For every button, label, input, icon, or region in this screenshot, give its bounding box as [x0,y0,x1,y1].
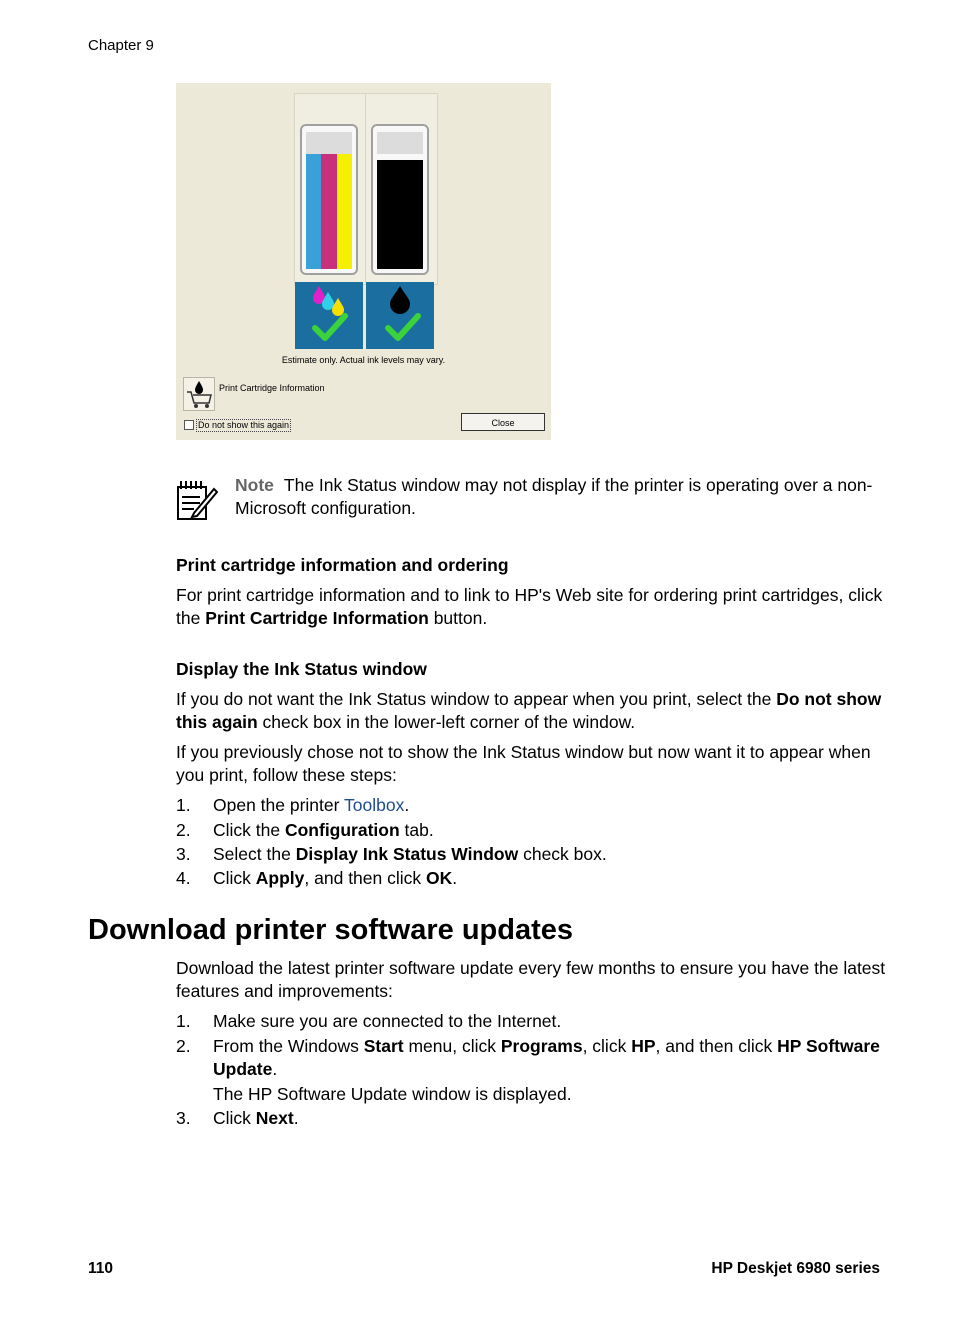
tricolor-status-tile [295,282,363,349]
print-cartridge-info-paragraph: For print cartridge information and to link to HP's Web site for ordering print cartridges, click the Print Cartridge Information button. [176,585,883,628]
list-item: 1. Make sure you are connected to the Internet. [176,1011,562,1031]
list-item: 2. From the Windows Start menu, click Programs, click HP, and then click HP Software Update. [176,1036,880,1079]
note-text [235,474,885,520]
yellow-ink-level [337,154,352,269]
color-ink-drops-icon [295,282,363,349]
product-name: HP Deskjet 6980 series [711,1260,880,1277]
black-cartridge-gauge [371,124,429,275]
list-item: 3. Click Next. [176,1108,299,1128]
do-not-show-checkbox[interactable] [184,420,194,430]
cyan-ink-level [306,154,321,269]
magenta-ink-level [321,154,336,269]
list-item: 1. Open the printer Toolbox. [176,795,410,815]
section-heading-print-cartridge-info: Print cartridge information and ordering [176,555,509,575]
chapter-label: Chapter 9 [88,37,154,54]
page-number: 110 [88,1260,114,1277]
check-icon [315,316,345,338]
cart-icon [184,378,214,410]
do-not-show-label[interactable]: Do not show this again [198,420,290,430]
black-ink-drop-icon [366,282,434,349]
list-item: 3. Select the Display Ink Status Window check box. [176,844,607,864]
panel-divider [365,93,366,283]
ink-status-steps [176,794,886,890]
note-label: Note [235,475,274,495]
download-updates-intro: Download the latest printer software update every few months to ensure you have the latest features and improvements: [176,958,886,1001]
black-status-tile [366,282,434,349]
ink-status-window [176,83,551,440]
print-cartridge-information-label[interactable]: Print Cartridge Information [219,383,325,393]
estimate-note: Estimate only. Actual ink levels may vary. [281,355,446,365]
download-updates-steps [176,1010,886,1130]
note-body: The Ink Status window may not display if the printer is operating over a non-Microsoft configuration. [235,475,873,518]
section-heading-display-ink-status: Display the Ink Status window [176,659,427,679]
black-ink-level [377,160,423,269]
list-item-note: The HP Software Update window is displayed. [213,1084,572,1104]
toolbox-link[interactable]: Toolbox [344,795,405,815]
section-heading-download-updates: Download printer software updates [88,914,573,946]
list-item: 2. Click the Configuration tab. [176,820,434,840]
display-ink-status-paragraph-2: If you previously chose not to show the Ink Status window but now want it to appear when you print, follow these steps: [176,742,871,785]
note-icon [176,479,218,521]
tricolor-cartridge-gauge [300,124,358,275]
print-cartridge-information-button[interactable] [183,377,215,411]
list-item: 4. Click Apply, and then click OK. [176,868,458,888]
check-icon [388,316,418,338]
display-ink-status-paragraph-1: If you do not want the Ink Status window to appear when you print, select the Do not show this again check box in the lower-left corner of the window. [176,689,882,732]
close-button[interactable]: Close [461,413,545,431]
